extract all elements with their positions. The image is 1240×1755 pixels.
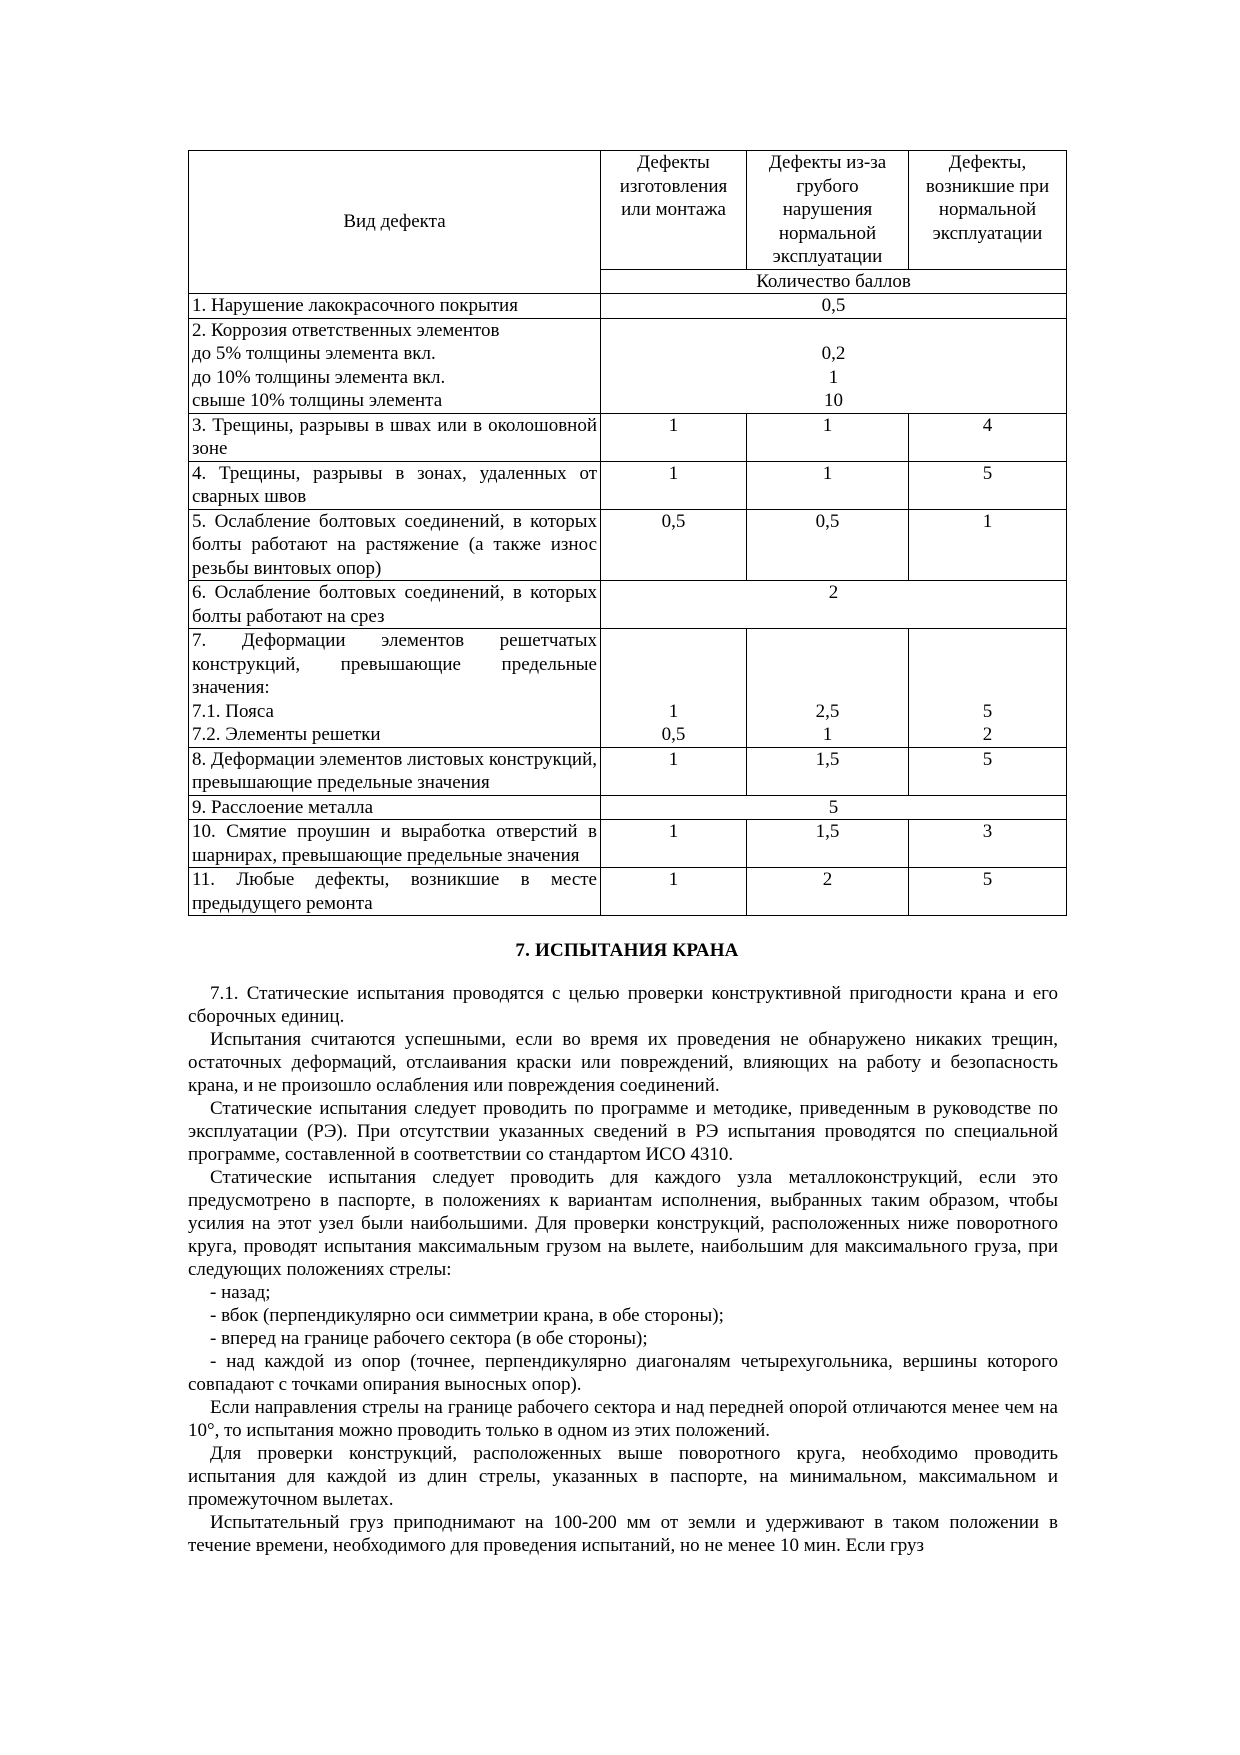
table-row xyxy=(189,318,1067,413)
document-page xyxy=(188,150,1066,1557)
header-points: Количество баллов xyxy=(601,269,1067,294)
defect-subitem: 7.2. Элементы решетки xyxy=(192,724,381,745)
list-item: - вбок (перпендикулярно оси симметрии крана, в обе стороны); xyxy=(210,1305,724,1326)
defect-line: 7. Деформации элементов решетчатых конструкций, превышающие предельные значения: xyxy=(192,630,597,698)
points-gross-violation: 0,5 xyxy=(747,509,909,581)
paragraph: 7.1. Статические испытания проводятся с целью проверки конструктивной пригодности крана и его сборочных единиц. xyxy=(188,983,1058,1027)
points-manufacturing: 1 xyxy=(601,413,747,461)
header-line: нарушения xyxy=(782,199,873,220)
points-manufacturing: 1 xyxy=(601,461,747,509)
points-line: 2,5 xyxy=(815,700,840,722)
header-line: грубого xyxy=(796,175,859,197)
points-line: 5 xyxy=(982,700,993,722)
defect-name: 11. Любые дефекты, возникшие в месте предыдущего ремонта xyxy=(189,868,601,916)
points-gross-violation: 1 xyxy=(747,413,909,461)
defect-points-merged: 5 xyxy=(601,795,1067,820)
table-row xyxy=(189,461,1067,509)
table-row xyxy=(189,747,1067,795)
table-row xyxy=(189,294,1067,319)
paragraph: Если направления стрелы на границе рабочего сектора и над передней опорой отличаются менее чем на 10°, то испытания можно проводить только в одном из этих положений. xyxy=(188,1397,1058,1441)
points-line: 0,5 xyxy=(661,724,686,745)
header-line: Дефекты, xyxy=(948,152,1027,173)
header-line: нормальной xyxy=(938,199,1037,220)
points-manufacturing: 0,5 xyxy=(601,509,747,581)
list-item: - над каждой из опор (точнее, перпендикулярно диагоналям четырехугольника, вершины которого совпадают с точками опирания выносных опор). xyxy=(188,1351,1058,1395)
paragraph: Испытания считаются успешными, если во время их проведения не обнаружено никаких трещин, остаточных деформаций, отслаивания краски или повреждений, влияющих на работу и безопасность крана, и не произошло ослабления или повреждения соединений. xyxy=(188,1029,1058,1096)
header-line: нормальной xyxy=(778,222,877,244)
paragraph: Статические испытания следует проводить для каждого узла металлоконструкций, если это предусмотрено в паспорте, в положениях к вариантам исполнения, выбранных таким образом, чтобы усилия на этот узел были наибольшими. Для проверки конструкций, расположенных ниже поворотного круга, проводят испытания максимальным грузом на вылете, наибольшим для максимального груза, при следующих положениях стрелы: xyxy=(188,1167,1058,1280)
points-line: 2 xyxy=(982,724,993,745)
table-row xyxy=(189,509,1067,581)
defects-table xyxy=(188,150,1067,916)
points-line: 1 xyxy=(822,724,833,745)
points-normal-operation: 3 xyxy=(909,820,1067,868)
table-row xyxy=(189,581,1067,629)
table-row xyxy=(189,795,1067,820)
points-line: 1 xyxy=(668,700,679,722)
points-manufacturing: 1 xyxy=(601,747,747,795)
defect-name: 6. Ослабление болтовых соединений, в которых болты работают на срез xyxy=(189,581,601,629)
header-line: возникшие при xyxy=(925,175,1050,197)
points-gross-violation: 1 xyxy=(747,461,909,509)
header-line: эксплуатации xyxy=(772,246,883,267)
header-line: Дефекты xyxy=(637,152,710,173)
points-normal-operation: 4 xyxy=(909,413,1067,461)
paragraph: Испытательный груз приподнимают на 100-200 мм от земли и удерживают в таком положении в течение времени, необходимого для проведения испытаний, но не менее 10 мин. Если груз xyxy=(188,1512,1058,1556)
points-normal-operation: 5 xyxy=(909,461,1067,509)
section-title: 7. ИСПЫТАНИЯ КРАНА xyxy=(515,940,739,961)
table-header-row xyxy=(189,151,1067,270)
defect-name: 1. Нарушение лакокрасочного покрытия xyxy=(189,294,601,319)
defect-points-merged: 0,5 xyxy=(601,294,1067,319)
defect-name: 9. Расслоение металла xyxy=(189,795,601,820)
defect-name xyxy=(189,629,601,748)
defect-subitem: 7.1. Пояса xyxy=(192,700,274,722)
points-manufacturing: 1 xyxy=(601,820,747,868)
points-normal-operation: 5 xyxy=(909,868,1067,916)
section-body xyxy=(188,982,1058,1557)
header-line: эксплуатации xyxy=(932,222,1043,244)
points-normal-operation: 5 xyxy=(909,747,1067,795)
header-line: изготовления xyxy=(619,175,728,197)
header-gross-violation xyxy=(747,151,909,270)
points-gross-violation: 1,5 xyxy=(747,747,909,795)
table-row xyxy=(189,820,1067,868)
table-row xyxy=(189,868,1067,916)
header-normal-operation xyxy=(909,151,1067,270)
points-normal-operation xyxy=(909,629,1067,748)
defect-name: 3. Трещины, разрывы в швах или в околошовной зоне xyxy=(189,413,601,461)
defect-points-merged: 2 xyxy=(601,581,1067,629)
points-gross-violation xyxy=(747,629,909,748)
header-line: Дефекты из-за xyxy=(768,152,887,173)
defect-points-merged xyxy=(601,318,1067,413)
points-line: 10 xyxy=(824,390,843,411)
points-gross-violation: 2 xyxy=(747,868,909,916)
points-manufacturing: 1 xyxy=(601,868,747,916)
defect-name: 8. Деформации элементов листовых конструкций, превышающие предельные значения xyxy=(189,747,601,795)
paragraph: Для проверки конструкций, расположенных выше поворотного круга, необходимо проводить испытания для каждой из длин стрелы, указанных в паспорте, на минимальном, максимальном и промежуточном вылетах. xyxy=(188,1443,1058,1510)
defect-name: 4. Трещины, разрывы в зонах, удаленных от сварных швов xyxy=(189,461,601,509)
table-row xyxy=(189,413,1067,461)
defect-name xyxy=(189,318,601,413)
defect-line: до 10% толщины элемента вкл. xyxy=(192,366,446,388)
header-defect-type-label: Вид дефекта xyxy=(343,211,446,233)
points-line: 1 xyxy=(828,366,839,388)
defect-name: 5. Ослабление болтовых соединений, в которых болты работают на растяжение (а также износ резьбы винтовых опор) xyxy=(189,509,601,581)
points-gross-violation: 1,5 xyxy=(747,820,909,868)
paragraph: Статические испытания следует проводить по программе и методике, приведенным в руководстве по эксплуатации (РЭ). При отсутствии указанных сведений в РЭ испытания проводятся по специальной программе, составленной в соответствии со стандартом ИСО 4310. xyxy=(188,1098,1058,1165)
list-item: - вперед на границе рабочего сектора (в обе стороны); xyxy=(210,1328,648,1349)
points-manufacturing xyxy=(601,629,747,748)
header-manufacturing xyxy=(601,151,747,270)
table-row xyxy=(189,629,1067,748)
header-defect-type xyxy=(189,151,601,294)
points-line: 0,2 xyxy=(821,343,846,364)
list-item: - назад; xyxy=(210,1282,271,1303)
points-normal-operation: 1 xyxy=(909,509,1067,581)
defect-name: 10. Смятие проушин и выработка отверстий в шарнирах, превышающие предельные значения xyxy=(189,820,601,868)
defect-line: свыше 10% толщины элемента xyxy=(192,390,443,411)
header-line: или монтажа xyxy=(621,199,726,220)
defect-line: 2. Коррозия ответственных элементов xyxy=(192,319,500,341)
defect-line: до 5% толщины элемента вкл. xyxy=(192,343,436,364)
